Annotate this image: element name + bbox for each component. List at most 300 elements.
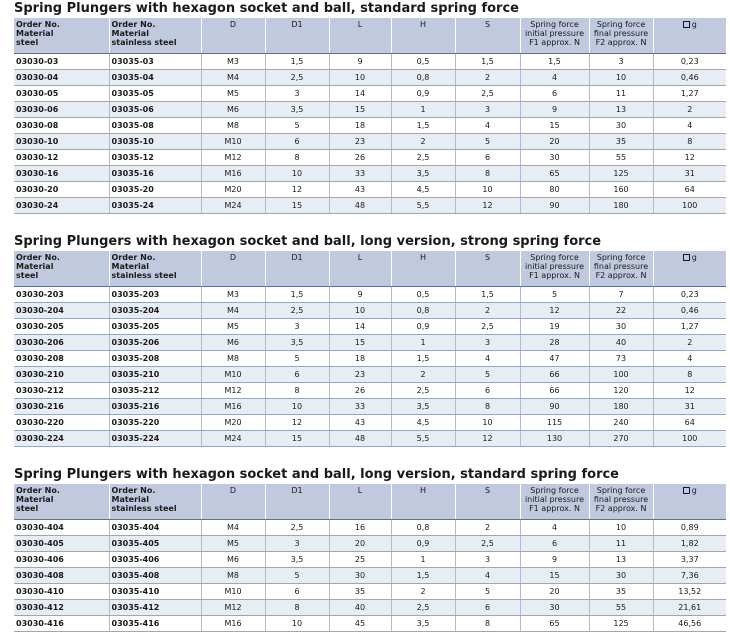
table-row: [14, 615, 726, 631]
table-cell-g: 64: [653, 414, 726, 430]
order-number-cell: 03035-405: [109, 535, 201, 551]
table-cell-g: 8: [653, 366, 726, 382]
table-cell-g: 100: [653, 430, 726, 446]
table-cell-f1: 9: [520, 551, 589, 567]
order-number-cell: 03030-16: [14, 165, 109, 181]
order-number-cell: 03035-04: [109, 69, 201, 85]
section-standard-force: [14, 1, 726, 214]
table-cell-g: 46,56: [653, 615, 726, 631]
table-cell-h: 1: [391, 551, 455, 567]
order-number-cell: 03030-06: [14, 101, 109, 117]
table-cell-d: M16: [201, 398, 265, 414]
table-cell-d1: 2,5: [265, 519, 329, 535]
table-cell-h: 1,5: [391, 350, 455, 366]
table-cell-f2: 11: [589, 535, 653, 551]
order-number-cell: 03030-04: [14, 69, 109, 85]
table-cell-g: 2: [653, 101, 726, 117]
table-cell-l: 26: [329, 149, 391, 165]
table-cell-g: 7,36: [653, 567, 726, 583]
table-cell-d: M3: [201, 286, 265, 302]
order-number-cell: 03030-412: [14, 599, 109, 615]
order-number-cell: 03035-406: [109, 551, 201, 567]
table-cell-s: 3: [455, 334, 520, 350]
section-title: Spring Plungers with hexagon socket and ball, long version, standard spring force: [14, 467, 620, 482]
table-cell-f1: 47: [520, 350, 589, 366]
order-number-cell: 03035-06: [109, 101, 201, 117]
table-cell-l: 16: [329, 519, 391, 535]
column-header-s: S: [455, 251, 520, 286]
order-number-cell: 03035-204: [109, 302, 201, 318]
table-cell-d1: 6: [265, 133, 329, 149]
table-cell-d1: 5: [265, 117, 329, 133]
table-cell-f2: 120: [589, 382, 653, 398]
table-cell-d: M12: [201, 599, 265, 615]
column-header-f2: Spring force final pressure F2 approx. N: [589, 251, 653, 286]
table-cell-g: 1,82: [653, 535, 726, 551]
order-number-cell: 03030-05: [14, 85, 109, 101]
order-number-cell: 03035-20: [109, 181, 201, 197]
table-cell-f1: 4: [520, 519, 589, 535]
table-cell-d: M12: [201, 149, 265, 165]
table-cell-d1: 15: [265, 430, 329, 446]
table-cell-f2: 30: [589, 318, 653, 334]
table-cell-f1: 5: [520, 286, 589, 302]
table-cell-l: 15: [329, 334, 391, 350]
table-cell-l: 45: [329, 615, 391, 631]
table-row: [14, 519, 726, 535]
table-cell-s: 2,5: [455, 535, 520, 551]
table-cell-f2: 180: [589, 398, 653, 414]
table-cell-d: M8: [201, 567, 265, 583]
table-cell-d: M10: [201, 133, 265, 149]
table-cell-s: 2: [455, 302, 520, 318]
table-cell-f1: 1,5: [520, 53, 589, 69]
table-cell-d: M4: [201, 302, 265, 318]
table-cell-s: 10: [455, 414, 520, 430]
table-cell-d1: 10: [265, 165, 329, 181]
table-row: [14, 414, 726, 430]
column-header-f1: Spring force initial pressure F1 approx. N: [520, 251, 589, 286]
table-row: [14, 197, 726, 213]
table-cell-f2: 7: [589, 286, 653, 302]
table-row: [14, 133, 726, 149]
table-cell-l: 15: [329, 101, 391, 117]
table-cell-d: M10: [201, 366, 265, 382]
table-cell-d1: 3: [265, 318, 329, 334]
table-cell-h: 2: [391, 133, 455, 149]
column-header-steel: Order No. Material steel: [14, 484, 109, 519]
table-cell-s: 12: [455, 197, 520, 213]
table-cell-d: M5: [201, 318, 265, 334]
table-cell-g: 0,23: [653, 53, 726, 69]
column-header-s: S: [455, 484, 520, 519]
table-cell-d: M24: [201, 197, 265, 213]
table-cell-f2: 40: [589, 334, 653, 350]
table-row: [14, 302, 726, 318]
table-cell-s: 3: [455, 101, 520, 117]
table-cell-d1: 10: [265, 615, 329, 631]
table-cell-d1: 6: [265, 366, 329, 382]
order-number-cell: 03030-208: [14, 350, 109, 366]
column-header-stainless: Order No. Material stainless steel: [109, 18, 201, 53]
order-number-cell: 03035-212: [109, 382, 201, 398]
order-number-cell: 03035-408: [109, 567, 201, 583]
table-cell-l: 10: [329, 69, 391, 85]
order-number-cell: 03035-410: [109, 583, 201, 599]
table-cell-s: 1,5: [455, 53, 520, 69]
order-number-cell: 03035-416: [109, 615, 201, 631]
order-number-cell: 03030-205: [14, 318, 109, 334]
table-cell-d1: 6: [265, 583, 329, 599]
table-cell-f2: 270: [589, 430, 653, 446]
order-number-cell: 03030-212: [14, 382, 109, 398]
table-cell-d1: 15: [265, 197, 329, 213]
table-row: [14, 53, 726, 69]
table-cell-f1: 65: [520, 615, 589, 631]
order-number-cell: 03030-404: [14, 519, 109, 535]
table-cell-f2: 55: [589, 599, 653, 615]
table-cell-d1: 3: [265, 535, 329, 551]
table-cell-g: 64: [653, 181, 726, 197]
table-cell-f1: 30: [520, 149, 589, 165]
table-cell-d1: 8: [265, 382, 329, 398]
order-number-cell: 03035-203: [109, 286, 201, 302]
table-cell-s: 4: [455, 117, 520, 133]
table-cell-g: 1,27: [653, 85, 726, 101]
order-number-cell: 03035-10: [109, 133, 201, 149]
table-cell-d1: 2,5: [265, 69, 329, 85]
spec-table: [14, 251, 726, 447]
table-cell-g: 8: [653, 133, 726, 149]
table-cell-f1: 9: [520, 101, 589, 117]
table-cell-d: M5: [201, 85, 265, 101]
order-number-cell: 03030-03: [14, 53, 109, 69]
table-cell-d: M12: [201, 382, 265, 398]
section-title: Spring Plungers with hexagon socket and ball, standard spring force: [14, 1, 519, 16]
table-cell-f1: 80: [520, 181, 589, 197]
table-cell-f1: 20: [520, 583, 589, 599]
table-cell-s: 2: [455, 519, 520, 535]
table-cell-d: M6: [201, 551, 265, 567]
table-cell-d: M20: [201, 414, 265, 430]
table-cell-h: 0,8: [391, 302, 455, 318]
column-header-d: D: [201, 18, 265, 53]
table-cell-l: 48: [329, 197, 391, 213]
weight-icon: [683, 254, 690, 261]
table-cell-f2: 35: [589, 583, 653, 599]
table-row: [14, 318, 726, 334]
table-row: [14, 165, 726, 181]
column-header-d1: D1: [265, 484, 329, 519]
column-header-d1: D1: [265, 18, 329, 53]
table-cell-f1: 19: [520, 318, 589, 334]
table-row: [14, 350, 726, 366]
table-cell-h: 0,8: [391, 69, 455, 85]
table-cell-g: 0,89: [653, 519, 726, 535]
table-cell-s: 10: [455, 181, 520, 197]
column-header-d: D: [201, 484, 265, 519]
table-cell-h: 5,5: [391, 430, 455, 446]
order-number-cell: 03030-10: [14, 133, 109, 149]
table-cell-f2: 180: [589, 197, 653, 213]
table-row: [14, 101, 726, 117]
table-cell-l: 43: [329, 181, 391, 197]
table-row: [14, 334, 726, 350]
table-cell-h: 4,5: [391, 414, 455, 430]
table-row: [14, 398, 726, 414]
table-cell-f2: 13: [589, 101, 653, 117]
order-number-cell: 03035-216: [109, 398, 201, 414]
table-cell-s: 6: [455, 149, 520, 165]
table-cell-s: 5: [455, 366, 520, 382]
order-number-cell: 03035-220: [109, 414, 201, 430]
section-long-standard-force: [14, 467, 726, 632]
table-cell-f1: 66: [520, 382, 589, 398]
column-header-label: g: [691, 253, 697, 262]
table-cell-f2: 13: [589, 551, 653, 567]
table-cell-f2: 10: [589, 69, 653, 85]
order-number-cell: 03030-410: [14, 583, 109, 599]
order-number-cell: 03035-208: [109, 350, 201, 366]
table-cell-d1: 8: [265, 149, 329, 165]
table-cell-f2: 160: [589, 181, 653, 197]
order-number-cell: 03030-220: [14, 414, 109, 430]
table-cell-f2: 240: [589, 414, 653, 430]
table-cell-f1: 20: [520, 133, 589, 149]
table-cell-l: 43: [329, 414, 391, 430]
column-header-stainless: Order No. Material stainless steel: [109, 484, 201, 519]
table-cell-f2: 125: [589, 615, 653, 631]
column-header-s: S: [455, 18, 520, 53]
table-cell-h: 0,9: [391, 535, 455, 551]
table-cell-l: 33: [329, 398, 391, 414]
column-header-l: L: [329, 484, 391, 519]
table-cell-s: 8: [455, 615, 520, 631]
table-cell-d1: 2,5: [265, 302, 329, 318]
table-cell-d1: 3,5: [265, 551, 329, 567]
section-long-strong-force: [14, 234, 726, 447]
table-cell-d: M3: [201, 53, 265, 69]
order-number-cell: 03030-210: [14, 366, 109, 382]
table-cell-s: 8: [455, 165, 520, 181]
order-number-cell: 03035-03: [109, 53, 201, 69]
table-cell-h: 3,5: [391, 165, 455, 181]
table-cell-d: M10: [201, 583, 265, 599]
table-row: [14, 181, 726, 197]
table-row: [14, 117, 726, 133]
table-cell-l: 25: [329, 551, 391, 567]
table-cell-f1: 65: [520, 165, 589, 181]
column-header-l: L: [329, 251, 391, 286]
section-title: Spring Plungers with hexagon socket and ball, long version, strong spring force: [14, 234, 602, 249]
table-cell-g: 4: [653, 117, 726, 133]
order-number-cell: 03030-203: [14, 286, 109, 302]
table-cell-l: 20: [329, 535, 391, 551]
order-number-cell: 03035-404: [109, 519, 201, 535]
table-cell-l: 9: [329, 286, 391, 302]
table-cell-f2: 125: [589, 165, 653, 181]
order-number-cell: 03030-406: [14, 551, 109, 567]
table-cell-g: 12: [653, 382, 726, 398]
table-row: [14, 69, 726, 85]
table-cell-l: 30: [329, 567, 391, 583]
table-row: [14, 583, 726, 599]
table-cell-d: M16: [201, 165, 265, 181]
table-cell-d1: 12: [265, 181, 329, 197]
column-header-stainless: Order No. Material stainless steel: [109, 251, 201, 286]
table-cell-s: 5: [455, 583, 520, 599]
table-row: [14, 535, 726, 551]
table-cell-s: 6: [455, 599, 520, 615]
order-number-cell: 03030-405: [14, 535, 109, 551]
table-cell-d1: 3,5: [265, 101, 329, 117]
table-cell-s: 12: [455, 430, 520, 446]
table-cell-d: M24: [201, 430, 265, 446]
spec-table: [14, 18, 726, 214]
table-cell-d: M4: [201, 519, 265, 535]
table-cell-s: 2,5: [455, 85, 520, 101]
table-cell-s: 1,5: [455, 286, 520, 302]
order-number-cell: 03030-224: [14, 430, 109, 446]
table-cell-l: 18: [329, 117, 391, 133]
order-number-cell: 03035-412: [109, 599, 201, 615]
header-row: [14, 18, 726, 53]
table-cell-f1: 90: [520, 398, 589, 414]
table-cell-l: 23: [329, 133, 391, 149]
table-cell-d1: 5: [265, 567, 329, 583]
table-cell-f1: 90: [520, 197, 589, 213]
table-cell-h: 4,5: [391, 181, 455, 197]
table-cell-d1: 10: [265, 398, 329, 414]
table-cell-h: 1,5: [391, 117, 455, 133]
order-number-cell: 03035-210: [109, 366, 201, 382]
table-cell-f1: 115: [520, 414, 589, 430]
table-cell-l: 14: [329, 318, 391, 334]
column-header-d1: D1: [265, 251, 329, 286]
table-cell-l: 14: [329, 85, 391, 101]
table-cell-h: 2,5: [391, 599, 455, 615]
order-number-cell: 03035-12: [109, 149, 201, 165]
table-cell-h: 5,5: [391, 197, 455, 213]
column-header-g: [653, 18, 726, 53]
table-cell-l: 48: [329, 430, 391, 446]
table-cell-s: 4: [455, 350, 520, 366]
order-number-cell: 03035-206: [109, 334, 201, 350]
order-number-cell: 03030-08: [14, 117, 109, 133]
table-cell-l: 10: [329, 302, 391, 318]
table-cell-g: 31: [653, 398, 726, 414]
table-cell-f1: 4: [520, 69, 589, 85]
table-cell-f2: 30: [589, 567, 653, 583]
table-cell-g: 21,61: [653, 599, 726, 615]
order-number-cell: 03035-205: [109, 318, 201, 334]
table-cell-h: 1: [391, 334, 455, 350]
table-cell-h: 2: [391, 583, 455, 599]
table-cell-f2: 35: [589, 133, 653, 149]
order-number-cell: 03030-24: [14, 197, 109, 213]
table-cell-s: 3: [455, 551, 520, 567]
column-header-label: g: [691, 486, 697, 495]
table-cell-l: 33: [329, 165, 391, 181]
table-cell-d: M16: [201, 615, 265, 631]
order-number-cell: 03030-206: [14, 334, 109, 350]
table-cell-h: 3,5: [391, 615, 455, 631]
column-header-d: D: [201, 251, 265, 286]
table-cell-f2: 11: [589, 85, 653, 101]
table-cell-f1: 6: [520, 535, 589, 551]
column-header-h: H: [391, 484, 455, 519]
header-row: [14, 251, 726, 286]
table-row: [14, 149, 726, 165]
order-number-cell: 03035-224: [109, 430, 201, 446]
table-cell-d1: 8: [265, 599, 329, 615]
table-row: [14, 366, 726, 382]
table-cell-d1: 3,5: [265, 334, 329, 350]
table-cell-h: 1,5: [391, 567, 455, 583]
table-cell-f2: 55: [589, 149, 653, 165]
table-row: [14, 85, 726, 101]
table-cell-d: M8: [201, 350, 265, 366]
table-cell-s: 8: [455, 398, 520, 414]
table-cell-d1: 12: [265, 414, 329, 430]
weight-icon: [683, 487, 690, 494]
column-header-g: [653, 484, 726, 519]
table-cell-g: 0,23: [653, 286, 726, 302]
table-cell-d: M5: [201, 535, 265, 551]
column-header-f1: Spring force initial pressure F1 approx. N: [520, 484, 589, 519]
table-cell-f2: 22: [589, 302, 653, 318]
order-number-cell: 03035-16: [109, 165, 201, 181]
order-number-cell: 03035-08: [109, 117, 201, 133]
table-cell-g: 4: [653, 350, 726, 366]
table-cell-h: 0,5: [391, 53, 455, 69]
table-cell-l: 26: [329, 382, 391, 398]
table-row: [14, 430, 726, 446]
table-cell-d: M8: [201, 117, 265, 133]
table-cell-f1: 15: [520, 117, 589, 133]
table-cell-l: 9: [329, 53, 391, 69]
order-number-cell: 03030-408: [14, 567, 109, 583]
weight-icon: [683, 21, 690, 28]
table-cell-g: 2: [653, 334, 726, 350]
order-number-cell: 03035-24: [109, 197, 201, 213]
table-cell-g: 12: [653, 149, 726, 165]
table-cell-s: 4: [455, 567, 520, 583]
table-cell-f1: 66: [520, 366, 589, 382]
order-number-cell: 03030-416: [14, 615, 109, 631]
table-cell-l: 18: [329, 350, 391, 366]
column-header-h: H: [391, 251, 455, 286]
column-header-f2: Spring force final pressure F2 approx. N: [589, 484, 653, 519]
column-header-steel: Order No. Material steel: [14, 251, 109, 286]
table-row: [14, 599, 726, 615]
table-cell-s: 5: [455, 133, 520, 149]
table-cell-g: 0,46: [653, 302, 726, 318]
table-cell-g: 3,37: [653, 551, 726, 567]
table-row: [14, 551, 726, 567]
table-cell-h: 3,5: [391, 398, 455, 414]
table-cell-d1: 3: [265, 85, 329, 101]
column-header-h: H: [391, 18, 455, 53]
table-cell-l: 35: [329, 583, 391, 599]
table-cell-f1: 28: [520, 334, 589, 350]
table-cell-g: 0,46: [653, 69, 726, 85]
table-cell-h: 2: [391, 366, 455, 382]
order-number-cell: 03030-20: [14, 181, 109, 197]
table-cell-s: 2: [455, 69, 520, 85]
table-cell-d1: 1,5: [265, 53, 329, 69]
table-cell-f1: 12: [520, 302, 589, 318]
